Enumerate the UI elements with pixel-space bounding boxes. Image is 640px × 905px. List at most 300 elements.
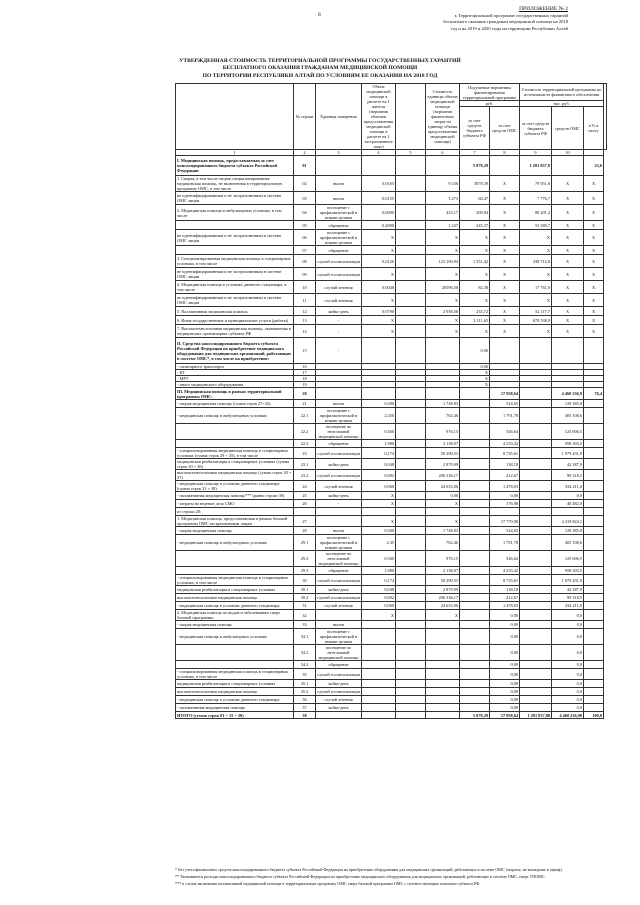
table-cell: 23.2	[294, 470, 316, 481]
table-cell: 0,00	[490, 680, 520, 688]
table-cell: - специализированная медицинская помощь в стационарных условиях (сумма строк 29 + 35), в том числе	[176, 448, 294, 459]
table-cell: 9	[520, 150, 552, 156]
table-cell: 0,060	[362, 481, 396, 492]
table-cell: 129 385,8	[552, 527, 584, 535]
table-cell: 423,17	[426, 205, 460, 221]
table-cell: 33	[294, 621, 316, 629]
table-cell: случай госпитализации	[317, 595, 360, 600]
table-cell: посещение с профилактической и иными целями	[316, 205, 362, 221]
table-cell	[396, 645, 426, 661]
table-cell	[396, 629, 426, 645]
table-cell: - медицинская помощь в амбулаторных условиях	[176, 535, 294, 551]
table-row	[176, 629, 607, 645]
table-cell: 18	[294, 376, 316, 382]
table-row	[176, 400, 607, 408]
table-cell: 0,00	[490, 661, 520, 669]
table-cell: 40 482,0	[552, 500, 584, 508]
table-cell	[520, 440, 552, 448]
table-cell	[396, 230, 426, 246]
table-cell: 678 538,9	[520, 316, 552, 325]
table-row	[176, 688, 607, 696]
table-cell	[396, 661, 426, 669]
table-cell: 0,00	[490, 629, 520, 645]
table-cell	[520, 704, 552, 712]
table-cell: 129 385,8	[552, 400, 584, 408]
table-cell: 0,0	[552, 696, 584, 704]
table-cell: 2 958,56	[426, 307, 460, 316]
table-cell: 14	[294, 325, 316, 338]
table-cell	[176, 246, 294, 255]
table-cell: 0,00	[490, 610, 520, 621]
table-cell	[396, 255, 426, 268]
table-cell: 4 233,42	[490, 440, 520, 448]
table-cell	[396, 281, 426, 294]
table-cell: 17	[294, 370, 316, 376]
document-title	[110, 58, 530, 80]
table-cell: X	[552, 246, 584, 255]
table-cell: 125 606,5	[552, 424, 584, 440]
table-cell: не идентифицированным и не застрахованным в системе ОМС лицам	[176, 294, 294, 307]
table-cell	[396, 621, 426, 629]
header-cell: Стоимость единицы объема медицинской помощи (норматив финансовых затрат на единицу объема предоставления медицинской помощи)	[426, 84, 460, 150]
table-cell: 34.2	[294, 645, 316, 661]
table-cell: 28	[294, 527, 316, 535]
table-cell: 0,048	[362, 586, 396, 594]
table-row	[176, 567, 607, 575]
table-row	[176, 669, 607, 680]
table-cell	[520, 602, 552, 610]
table-cell: -	[316, 338, 362, 364]
table-cell: 60,47	[460, 192, 490, 205]
table-cell	[316, 712, 362, 719]
table-cell	[396, 440, 426, 448]
table-cell	[520, 567, 552, 575]
table-cell	[460, 388, 490, 400]
header-cell	[396, 84, 426, 150]
table-cell: 1 791,78	[490, 408, 520, 424]
table-cell: 29.3	[294, 567, 316, 575]
table-cell	[362, 688, 396, 696]
table-cell	[460, 408, 490, 424]
table-cell: X	[426, 516, 460, 527]
table-cell	[396, 221, 426, 230]
table-cell: 0,00	[426, 492, 460, 500]
table-cell: 0,00	[460, 364, 490, 370]
table-cell: 23,6	[584, 156, 604, 176]
table-cell: - скорая медицинская помощь	[176, 527, 294, 535]
table-cell: X	[362, 500, 396, 508]
table-cell: 0,0	[552, 661, 584, 669]
table-cell	[520, 470, 552, 481]
table-cell: - иного медицинского оборудования	[176, 382, 294, 388]
table-cell: 1,980	[362, 567, 396, 575]
table-cell: 21	[294, 400, 316, 408]
table-cell: 29.2	[294, 551, 316, 567]
table-cell: X	[490, 176, 520, 192]
table-cell: 1 478,03	[490, 602, 520, 610]
table-cell: 206 336,17	[426, 470, 460, 481]
table-cell: койко-день	[316, 492, 362, 500]
table-cell	[584, 448, 604, 459]
table-cell: X	[362, 316, 396, 325]
table-cell: 5 878,29	[460, 156, 490, 176]
table-cell: 8 735,61	[490, 448, 520, 459]
table-cell: X	[362, 492, 396, 500]
table-cell: X	[552, 325, 584, 338]
table-cell: 9 236	[426, 176, 460, 192]
table-cell: 3	[316, 150, 362, 156]
table-cell: X	[490, 246, 520, 255]
table-cell: 2 138,07	[426, 440, 460, 448]
table-cell: X	[584, 205, 604, 221]
table-cell: 42 387,9	[552, 459, 584, 470]
table-cell	[520, 388, 552, 400]
table-cell: 1 748,83	[426, 400, 460, 408]
table-cell: посещение с профилактической и иными целями	[316, 408, 362, 424]
table-cell	[584, 338, 604, 364]
page-number: 8	[318, 12, 321, 18]
table-cell: X	[552, 205, 584, 221]
table-cell: 24	[294, 481, 316, 492]
table-cell	[396, 325, 426, 338]
table-cell	[460, 629, 490, 645]
table-cell: 30	[294, 575, 316, 586]
table-cell	[460, 586, 490, 594]
table-cell: 0,00	[490, 704, 520, 712]
table-cell: 25	[294, 492, 316, 500]
table-cell	[396, 575, 426, 586]
table-cell	[460, 567, 490, 575]
table-cell	[520, 594, 552, 602]
table-cell: X	[584, 294, 604, 307]
table-row	[176, 527, 607, 535]
table-cell	[460, 704, 490, 712]
table-cell: случай госпитализации	[316, 669, 362, 680]
table-cell	[396, 459, 426, 470]
appendix-line: год и на 2019 и 2020 годы на территории Республики Алтай	[450, 25, 568, 31]
table-cell: X	[362, 325, 396, 338]
table-cell	[396, 156, 426, 176]
table-cell	[584, 516, 604, 527]
table-cell: случай госпитализации	[316, 255, 362, 268]
table-cell	[426, 621, 460, 629]
table-cell	[520, 424, 552, 440]
table-cell	[520, 688, 552, 696]
table-row	[176, 645, 607, 661]
table-cell	[176, 661, 294, 669]
table-cell: высокотехнологичная медицинская помощь	[176, 594, 294, 602]
table-cell: 22.3	[294, 440, 316, 448]
table-cell	[316, 516, 362, 527]
table-row	[176, 307, 607, 316]
table-cell: X	[426, 246, 460, 255]
table-cell: 1. Медицинская помощь, предоставляемая в рамках базовой программы ОМС застрахованным лицам	[176, 516, 294, 527]
table-cell	[584, 680, 604, 688]
table-cell	[520, 448, 552, 459]
table-cell	[520, 508, 552, 516]
header-cell: средств ОМС	[552, 107, 584, 150]
table-cell: 27	[294, 516, 316, 527]
table-cell: 0,00	[490, 696, 520, 704]
table-cell	[396, 408, 426, 424]
table-cell: - скорая медицинская помощь (сумма строк 27+32)	[176, 400, 294, 408]
table-cell	[396, 316, 426, 325]
table-cell: X	[426, 268, 460, 281]
table-cell: - медицинская помощь в условиях дневного стационара (сумма строк 31 + 38)	[176, 481, 294, 492]
table-cell	[460, 424, 490, 440]
table-cell	[396, 508, 426, 516]
table-cell: X	[490, 255, 520, 268]
table-row	[176, 500, 607, 508]
table-row	[176, 680, 607, 688]
table-cell: 0,0040	[362, 281, 396, 294]
table-cell: 4 460 236,9	[552, 388, 584, 400]
table-cell: не идентифицированным и не застрахованным в системе ОМС лицам	[176, 230, 294, 246]
table-cell	[520, 408, 552, 424]
table-cell: посещение по неотложной медицинской помощи	[316, 424, 362, 440]
table-cell: 99 318,5	[552, 594, 584, 602]
table-cell: койко-день	[316, 586, 362, 594]
table-cell: X	[460, 268, 490, 281]
table-cell	[396, 424, 426, 440]
table-cell	[584, 470, 604, 481]
header-cell: за счет средств бюджета субъекта РФ	[520, 107, 552, 150]
table-cell	[396, 516, 426, 527]
table-row	[176, 448, 607, 459]
table-cell	[426, 388, 460, 400]
table-cell: 53 389,7	[520, 221, 552, 230]
table-cell: X	[426, 294, 460, 307]
table-cell: 762,46	[426, 408, 460, 424]
table-cell: X	[584, 281, 604, 294]
table-cell: X	[460, 382, 490, 388]
table-cell: 36	[294, 696, 316, 704]
table-row	[176, 205, 607, 221]
table-cell: X	[552, 268, 584, 281]
table-cell: 138,18	[490, 459, 520, 470]
table-row	[176, 661, 607, 669]
table-cell: 245,37	[460, 221, 490, 230]
table-cell	[584, 400, 604, 408]
table-cell	[520, 661, 552, 669]
table-cell: -	[316, 500, 362, 508]
table-cell: 26	[294, 500, 316, 508]
table-cell	[460, 481, 490, 492]
table-cell	[584, 408, 604, 424]
table-cell	[460, 575, 490, 586]
table-cell	[176, 424, 294, 440]
table-cell	[176, 221, 294, 230]
table-cell	[520, 459, 552, 470]
table-cell: 0,00	[490, 669, 520, 680]
table-cell	[362, 621, 396, 629]
table-cell: X	[490, 307, 520, 316]
cost-table	[175, 83, 607, 719]
table-cell: X	[426, 610, 460, 621]
table-cell	[396, 294, 426, 307]
table-cell: 99 318,5	[552, 470, 584, 481]
table-cell: - медицинская помощь в амбулаторных условиях	[176, 408, 294, 424]
table-cell: 1 281 837,8	[520, 156, 552, 176]
table-cell	[396, 527, 426, 535]
table-cell: 176,98	[490, 500, 520, 508]
table-cell	[552, 338, 584, 364]
table-cell: 0,0126	[362, 255, 396, 268]
table-cell	[584, 669, 604, 680]
table-cell	[396, 388, 426, 400]
table-cell	[584, 527, 604, 535]
table-cell: 0,0	[552, 680, 584, 688]
table-cell	[584, 661, 604, 669]
table-cell: - медицинская помощь в амбулаторных условиях	[176, 629, 294, 645]
table-cell	[520, 338, 552, 364]
table-cell: 334 211,0	[552, 602, 584, 610]
table-cell: - специализированная медицинская помощь в стационарных условиях, в том числе	[176, 575, 294, 586]
table-cell: 37	[294, 704, 316, 712]
table-cell: 8 735,61	[490, 575, 520, 586]
table-cell: 2. Медицинская помощь по видам и заболеваниям сверх базовой программы:	[176, 610, 294, 621]
table-row	[176, 470, 607, 481]
table-cell: койко-день	[316, 704, 362, 712]
table-cell: X	[362, 294, 396, 307]
table-cell: - санитарного транспорта	[176, 364, 294, 370]
footnote: ** Указываются расходы консолидированного бюджета субъекта Российской Федерации на приобретение медицинского оборудования для медицинских организаций, работающих в системе ОМС, сверх ТПОМС.	[175, 874, 546, 879]
table-cell: 29.1	[294, 535, 316, 551]
table-cell: 2. Медицинская помощь в амбулаторных условиях, в том числе	[176, 205, 294, 221]
table-cell	[460, 508, 490, 516]
table-cell: 02	[294, 176, 316, 192]
appendix-title: ПРИЛОЖЕНИЕ № 2	[519, 6, 568, 12]
table-cell: 762,46	[426, 535, 460, 551]
table-cell: посещение с профилактической и иными целями	[316, 629, 362, 645]
table-cell: 31	[294, 602, 316, 610]
table-row	[176, 459, 607, 470]
table-cell: X	[584, 230, 604, 246]
table-cell: X	[520, 246, 552, 255]
table-cell	[396, 492, 426, 500]
table-cell: 0,300	[362, 527, 396, 535]
table-cell	[396, 680, 426, 688]
table-cell: 3 111,65	[460, 316, 490, 325]
table-cell: 2	[294, 150, 316, 156]
table-cell: 405 108,6	[552, 535, 584, 551]
table-cell: обращение	[316, 440, 362, 448]
table-cell: 1 227	[426, 221, 460, 230]
table-cell: X	[584, 325, 604, 338]
table-row	[176, 586, 607, 594]
table-cell	[426, 696, 460, 704]
header-cell: Подушевые нормативы финансирования территориальной программы	[460, 84, 520, 101]
table-cell	[460, 645, 490, 661]
table-row	[176, 408, 607, 424]
table-cell	[396, 307, 426, 316]
table-cell: 100,0	[584, 712, 604, 719]
table-cell: медицинская реабилитация в стационарных условиях	[176, 680, 294, 688]
table-row	[176, 325, 607, 338]
table-cell	[520, 535, 552, 551]
table-cell: 0,560	[362, 424, 396, 440]
table-cell: X	[490, 281, 520, 294]
table-cell: X	[490, 325, 520, 338]
table-cell: 50 290,53	[426, 575, 460, 586]
table-cell: 34.3	[294, 661, 316, 669]
table-row	[176, 230, 607, 246]
table-row	[176, 535, 607, 551]
table-cell	[460, 594, 490, 602]
table-cell: X	[552, 230, 584, 246]
header-cell: Единица измерения	[316, 84, 362, 150]
table-cell: посещение по неотложной медицинской помощи	[316, 645, 362, 661]
table-cell	[396, 535, 426, 551]
table-cell: 30.1	[294, 586, 316, 594]
table-cell: X	[362, 610, 396, 621]
table-cell	[584, 492, 604, 500]
table-cell	[362, 388, 396, 400]
header-cell: тыс. руб.	[520, 101, 604, 107]
table-cell: 0,002	[362, 470, 396, 481]
table-cell	[552, 508, 584, 516]
table-cell: 412,67	[490, 470, 520, 481]
table-cell: X	[520, 230, 552, 246]
table-cell: вызов	[316, 621, 362, 629]
table-cell	[520, 645, 552, 661]
table-row	[176, 424, 607, 440]
table-cell	[362, 661, 396, 669]
table-cell: X	[490, 316, 520, 325]
table-cell	[460, 602, 490, 610]
title-line: БЕСПЛАТНОГО ОКАЗАНИЯ ГРАЖДАНАМ МЕДИЦИНСКОЙ ПОМОЩИ	[222, 65, 418, 72]
table-row	[176, 316, 607, 325]
header-cell	[176, 84, 294, 150]
table-cell: 4 460 236,90	[552, 712, 584, 719]
table-cell: 6. Иные государственные и муниципальные услуги (работы)	[176, 316, 294, 325]
table-cell: 1 551,42	[460, 255, 490, 268]
table-cell: 0,0165	[362, 176, 396, 192]
table-cell	[426, 680, 460, 688]
table-cell: 5	[396, 150, 426, 156]
table-cell: 546,64	[490, 551, 520, 567]
table-cell: X	[362, 268, 396, 281]
table-cell: 0,048	[362, 459, 396, 470]
table-cell: посещение по неотложной медицинской помощи	[316, 551, 362, 567]
table-cell: 10	[294, 281, 316, 294]
table-cell	[362, 156, 396, 176]
table-cell: случай госпитализации	[316, 268, 362, 281]
table-cell: 5. Паллиативная медицинская помощь	[176, 307, 294, 316]
table-cell	[584, 440, 604, 448]
table-cell	[584, 535, 604, 551]
table-cell	[396, 688, 426, 696]
table-cell	[520, 516, 552, 527]
table-cell: X	[584, 176, 604, 192]
table-cell: 0,00	[490, 621, 520, 629]
table-cell: 06	[294, 230, 316, 246]
table-cell	[426, 156, 460, 176]
table-cell: 12	[294, 307, 316, 316]
table-cell	[520, 696, 552, 704]
table-cell: медицинская реабилитация в стационарных условиях (сумма строк 30 + 36)	[176, 459, 294, 470]
table-cell: X	[460, 230, 490, 246]
table-cell: X	[552, 294, 584, 307]
table-cell: медицинская реабилитация в стационарных условиях	[176, 586, 294, 594]
table-cell: 15	[294, 338, 316, 364]
table-cell: 1	[176, 150, 294, 156]
table-row	[176, 221, 607, 230]
table-cell: X	[362, 230, 396, 246]
table-cell: 1 281 837,80	[520, 712, 552, 719]
table-cell: 0,6000	[362, 205, 396, 221]
table-cell	[584, 459, 604, 470]
